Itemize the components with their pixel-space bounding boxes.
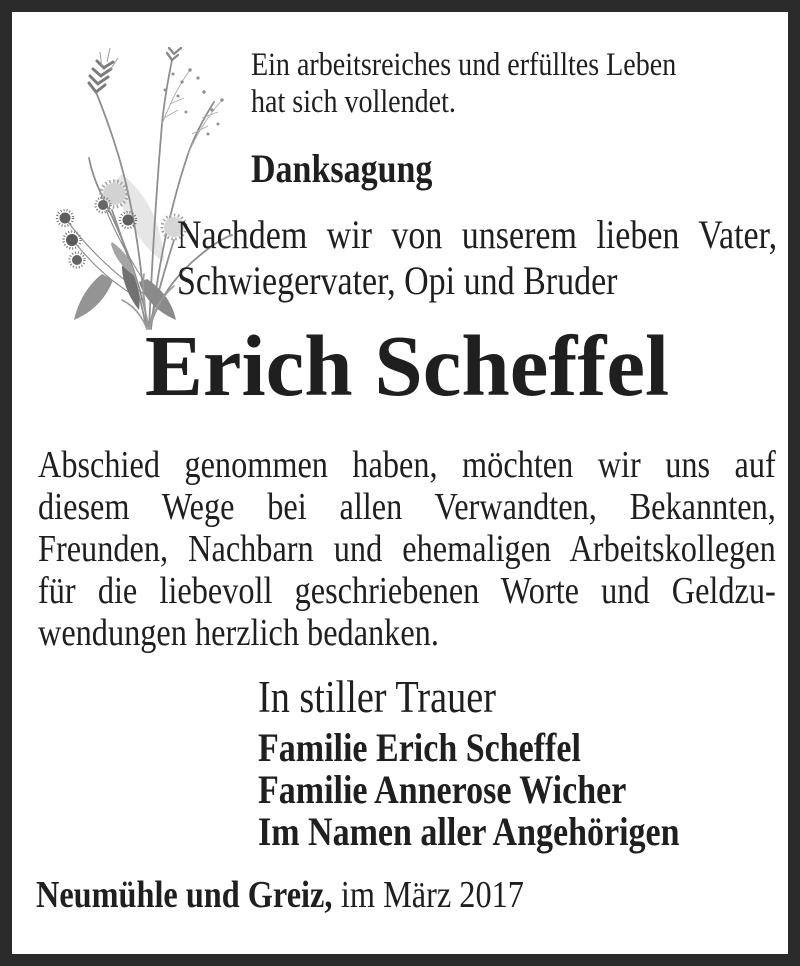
thanks-paragraph: [38, 444, 776, 654]
thanks-line: für die liebevoll geschriebenen Worte und Geldzu-: [38, 570, 776, 612]
signature-line: Familie Annerose Wicher: [258, 767, 627, 812]
date-label: im März 2017: [340, 874, 524, 916]
mourning-phrase: In stiller Trauer: [258, 672, 496, 722]
intro-line: Schwiegervater, Opi und Bruder: [177, 258, 618, 303]
epigraph: [251, 47, 727, 121]
thanks-line: diesem Wege bei allen Verwandten, Bekannten,: [38, 486, 776, 528]
signature-block: [258, 727, 768, 853]
place-label: Neumühle und Greiz,: [36, 874, 333, 916]
epigraph-line: Ein arbeitsreiches und erfülltes Leben: [251, 47, 677, 83]
signature-line: Familie Erich Scheffel: [258, 725, 581, 770]
thanks-line: Abschied genommen haben, möchten wir uns auf: [38, 444, 776, 486]
thanks-line: wendungen herzlich bedanken.: [38, 612, 439, 654]
signature-line: Im Namen aller Angehörigen: [258, 809, 680, 854]
epigraph-line: hat sich vollendet.: [251, 84, 456, 120]
thanks-line: Freunden, Nachbarn und ehemaligen Arbeitskollegen: [38, 528, 776, 570]
intro-line: Nachdem wir von unserem lieben Vater,: [177, 212, 778, 257]
place-date-line: [36, 874, 682, 916]
deceased-name: Erich Scheffel: [144, 317, 670, 414]
intro-paragraph: [177, 212, 777, 304]
notice-heading: Danksagung: [251, 146, 433, 191]
